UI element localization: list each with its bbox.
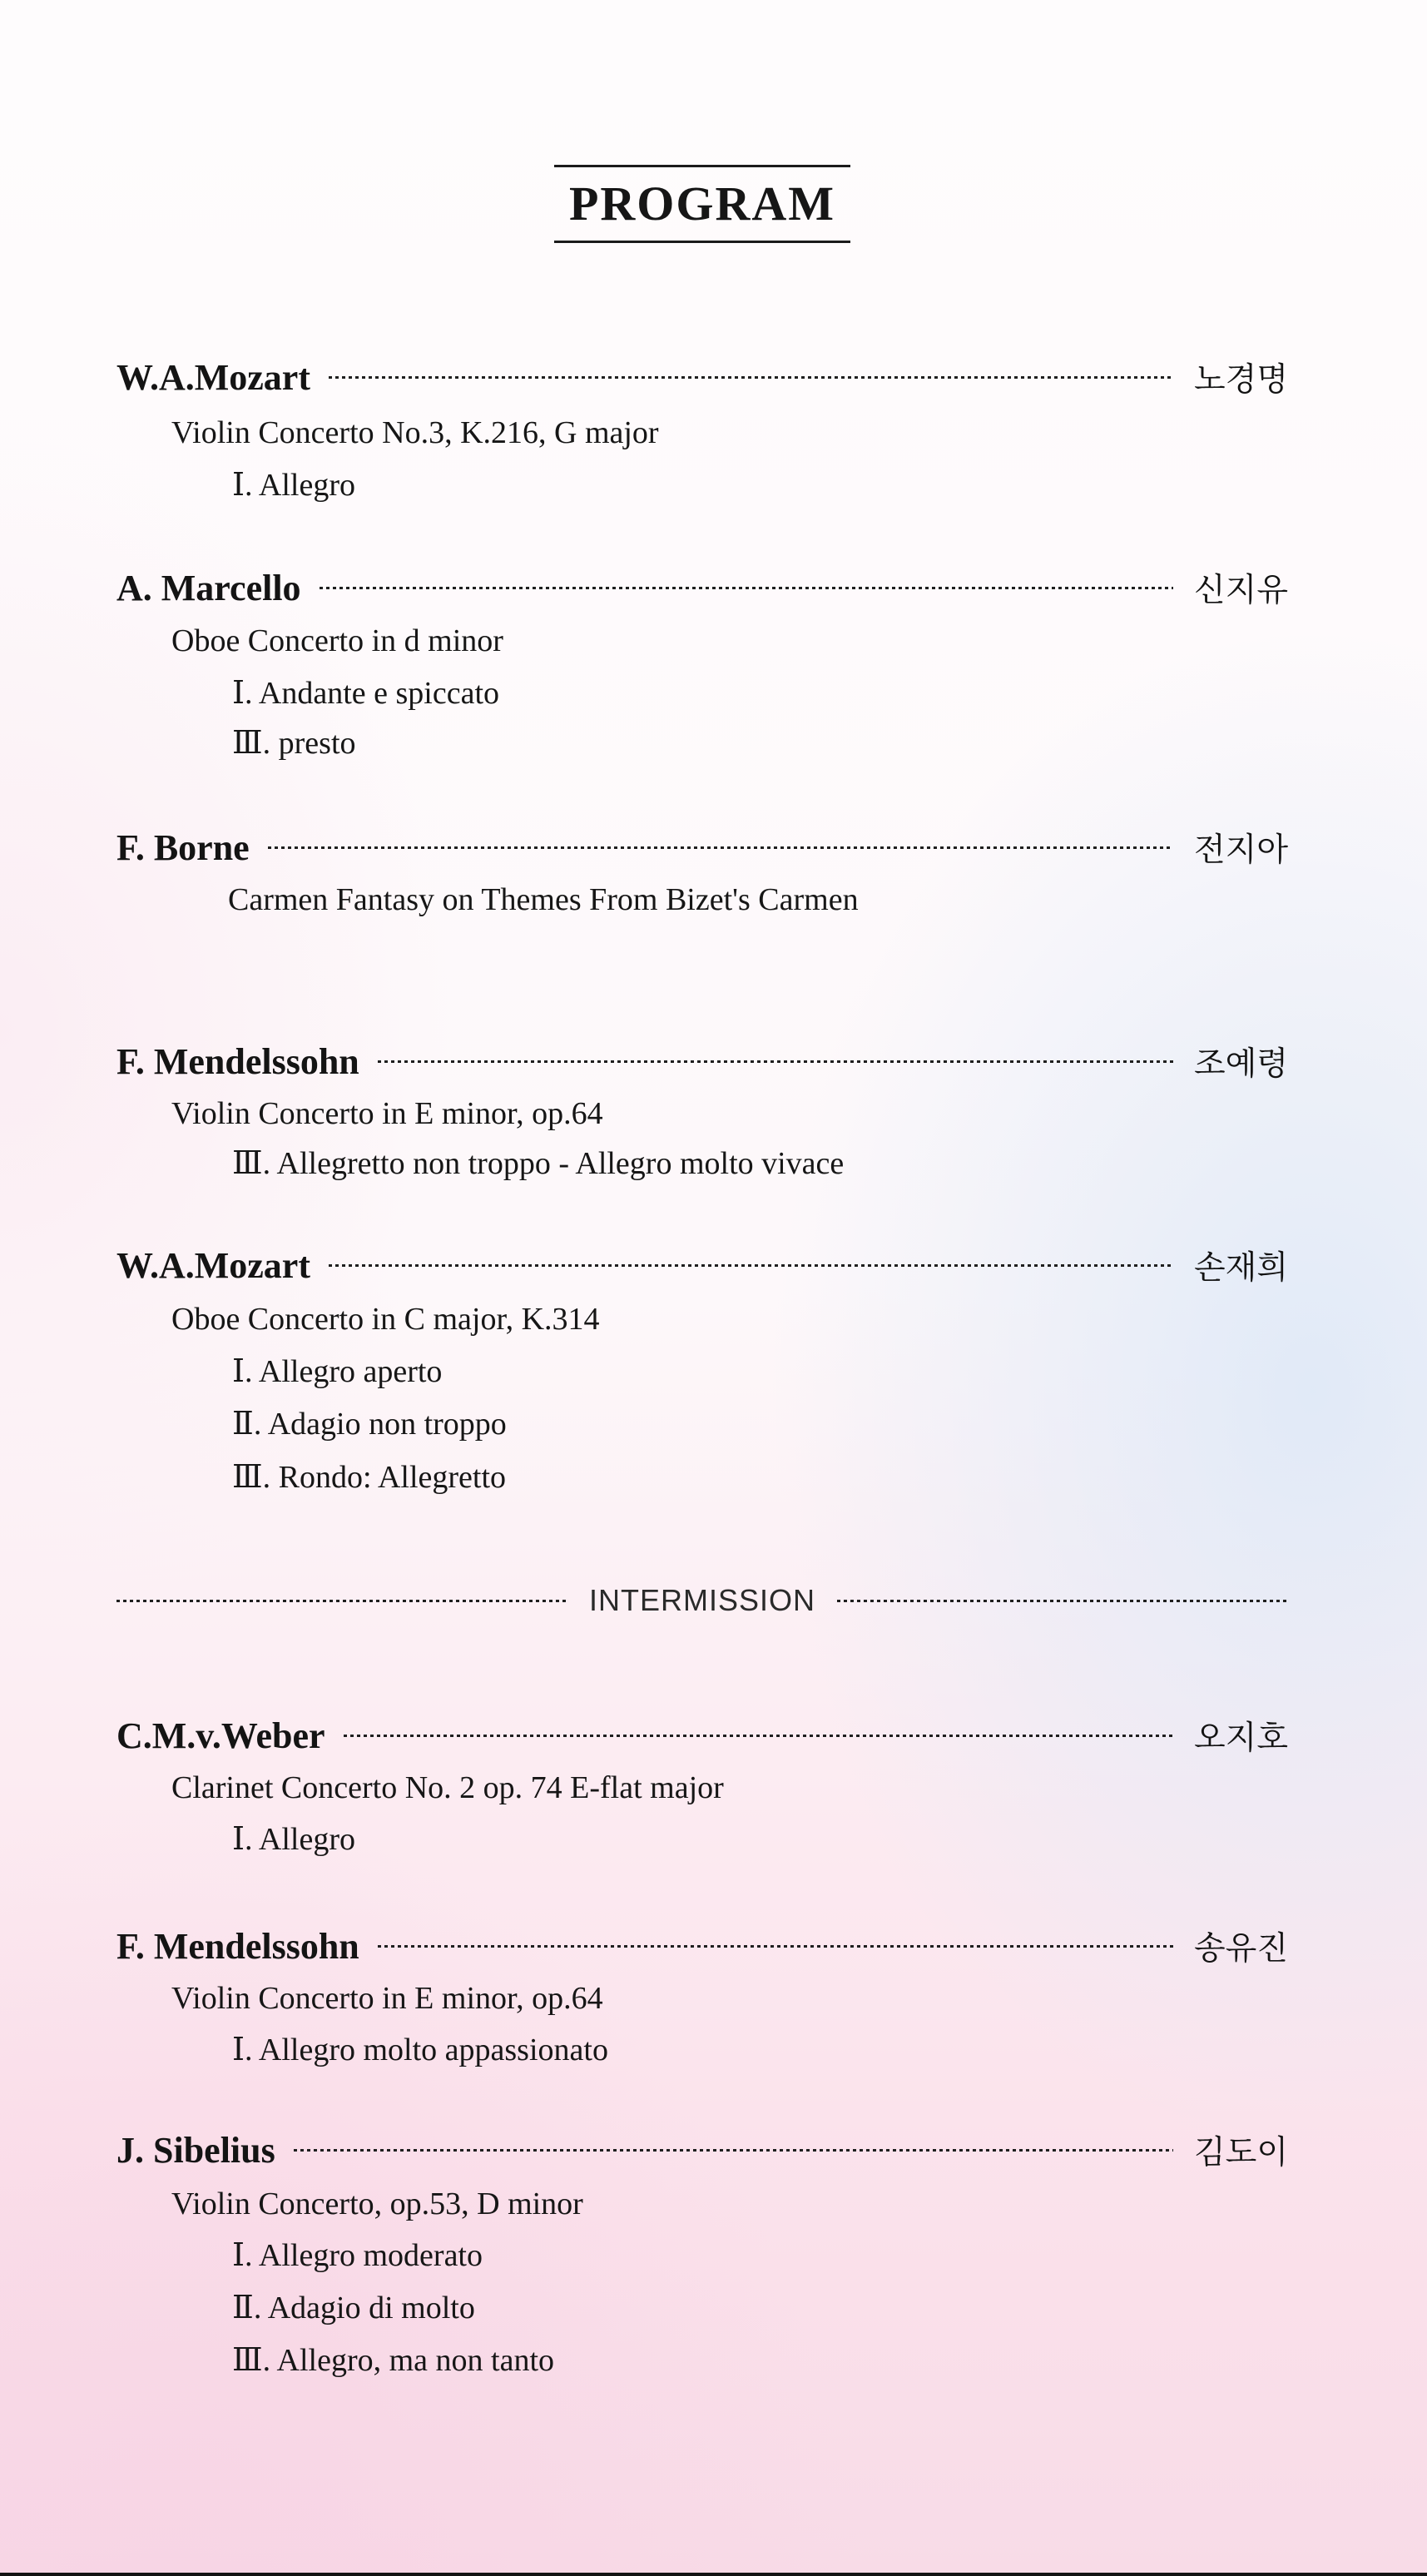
- piece-title: Carmen Fantasy on Themes From Bizet's Carmen: [228, 882, 859, 917]
- movement: Ⅲ. Rondo: Allegretto: [232, 1460, 507, 1495]
- movement: Ⅱ. Adagio di molto: [232, 2291, 475, 2325]
- piece-title: Clarinet Concerto No. 2 op. 74 E-flat major: [171, 1770, 724, 1805]
- dotted-leader: [837, 1600, 1288, 1602]
- dotted-leader: [294, 2149, 1173, 2152]
- composer-name: J. Sibelius: [116, 2129, 275, 2171]
- movement: Ⅲ. Allegro, ma non tanto: [232, 2343, 555, 2378]
- performer-name: 송유진: [1193, 1931, 1288, 1967]
- program-entry: [116, 824, 1288, 920]
- intermission-label: INTERMISSION: [589, 1583, 816, 1617]
- composer-name: W.A.Mozart: [116, 356, 310, 398]
- piece-title: Violin Concerto in E minor, op.64: [171, 1981, 603, 2016]
- movement: Ⅲ. presto: [232, 726, 356, 761]
- dotted-leader: [378, 1945, 1173, 1948]
- entry-header: [116, 824, 1288, 871]
- performer-name: 노경명: [1193, 362, 1288, 398]
- entry-header: [116, 564, 1288, 611]
- composer-name: F. Mendelssohn: [116, 1925, 359, 1967]
- page-title: PROGRAM: [554, 165, 850, 243]
- entry-header: [116, 1712, 1288, 1759]
- program-entry: [116, 1712, 1288, 1859]
- entry-header: [116, 1923, 1288, 1969]
- program-content: [0, 165, 1427, 2380]
- dotted-leader: [344, 1735, 1173, 1737]
- movement: Ⅰ. Andante e spiccato: [232, 676, 500, 711]
- bottom-edge-line: [0, 2573, 1427, 2576]
- movement: Ⅱ. Adagio non troppo: [232, 1407, 507, 1442]
- composer-name: W.A.Mozart: [116, 1244, 310, 1286]
- page-title-block: [116, 165, 1288, 243]
- performer-name: 전지아: [1193, 832, 1288, 868]
- movement: Ⅲ. Allegretto non troppo - Allegro molto vivace: [232, 1146, 845, 1181]
- program-entry: [116, 1038, 1288, 1184]
- piece-title: Violin Concerto No.3, K.216, G major: [171, 415, 659, 450]
- composer-name: A. Marcello: [116, 567, 301, 608]
- program-entry: [116, 2127, 1288, 2380]
- composer-name: F. Mendelssohn: [116, 1040, 359, 1082]
- movement: Ⅰ. Allegro: [232, 468, 355, 503]
- entry-header: [116, 1038, 1288, 1085]
- intermission-divider: [116, 1581, 1288, 1621]
- movement: Ⅰ. Allegro moderato: [232, 2238, 483, 2273]
- performer-name: 김도이: [1193, 2135, 1288, 2171]
- piece-title: Violin Concerto, op.53, D minor: [171, 2186, 583, 2221]
- program-entry: [116, 354, 1288, 505]
- dotted-leader: [329, 1264, 1173, 1267]
- composer-name: C.M.v.Weber: [116, 1715, 325, 1756]
- performer-name: 손재희: [1193, 1250, 1288, 1286]
- performer-name: 오지호: [1193, 1720, 1288, 1756]
- piece-title: Oboe Concerto in C major, K.314: [171, 1302, 600, 1337]
- entry-header: [116, 2127, 1288, 2173]
- performer-name: 조예령: [1193, 1046, 1288, 1082]
- movement: Ⅰ. Allegro aperto: [232, 1354, 443, 1389]
- performer-name: 신지유: [1193, 573, 1288, 608]
- dotted-leader: [320, 587, 1173, 589]
- program-entry: [116, 564, 1288, 763]
- movement: Ⅰ. Allegro: [232, 1822, 355, 1857]
- program-entry: [116, 1242, 1288, 1497]
- dotted-leader: [329, 376, 1173, 379]
- piece-title: Oboe Concerto in d minor: [171, 623, 503, 658]
- dotted-leader: [268, 846, 1173, 849]
- dotted-leader: [116, 1600, 567, 1602]
- movement: Ⅰ. Allegro molto appassionato: [232, 2033, 608, 2067]
- entry-header: [116, 1242, 1288, 1288]
- program-entry: [116, 1923, 1288, 2070]
- dotted-leader: [378, 1060, 1173, 1063]
- piece-title: Violin Concerto in E minor, op.64: [171, 1096, 603, 1131]
- entry-header: [116, 354, 1288, 400]
- composer-name: F. Borne: [116, 826, 250, 868]
